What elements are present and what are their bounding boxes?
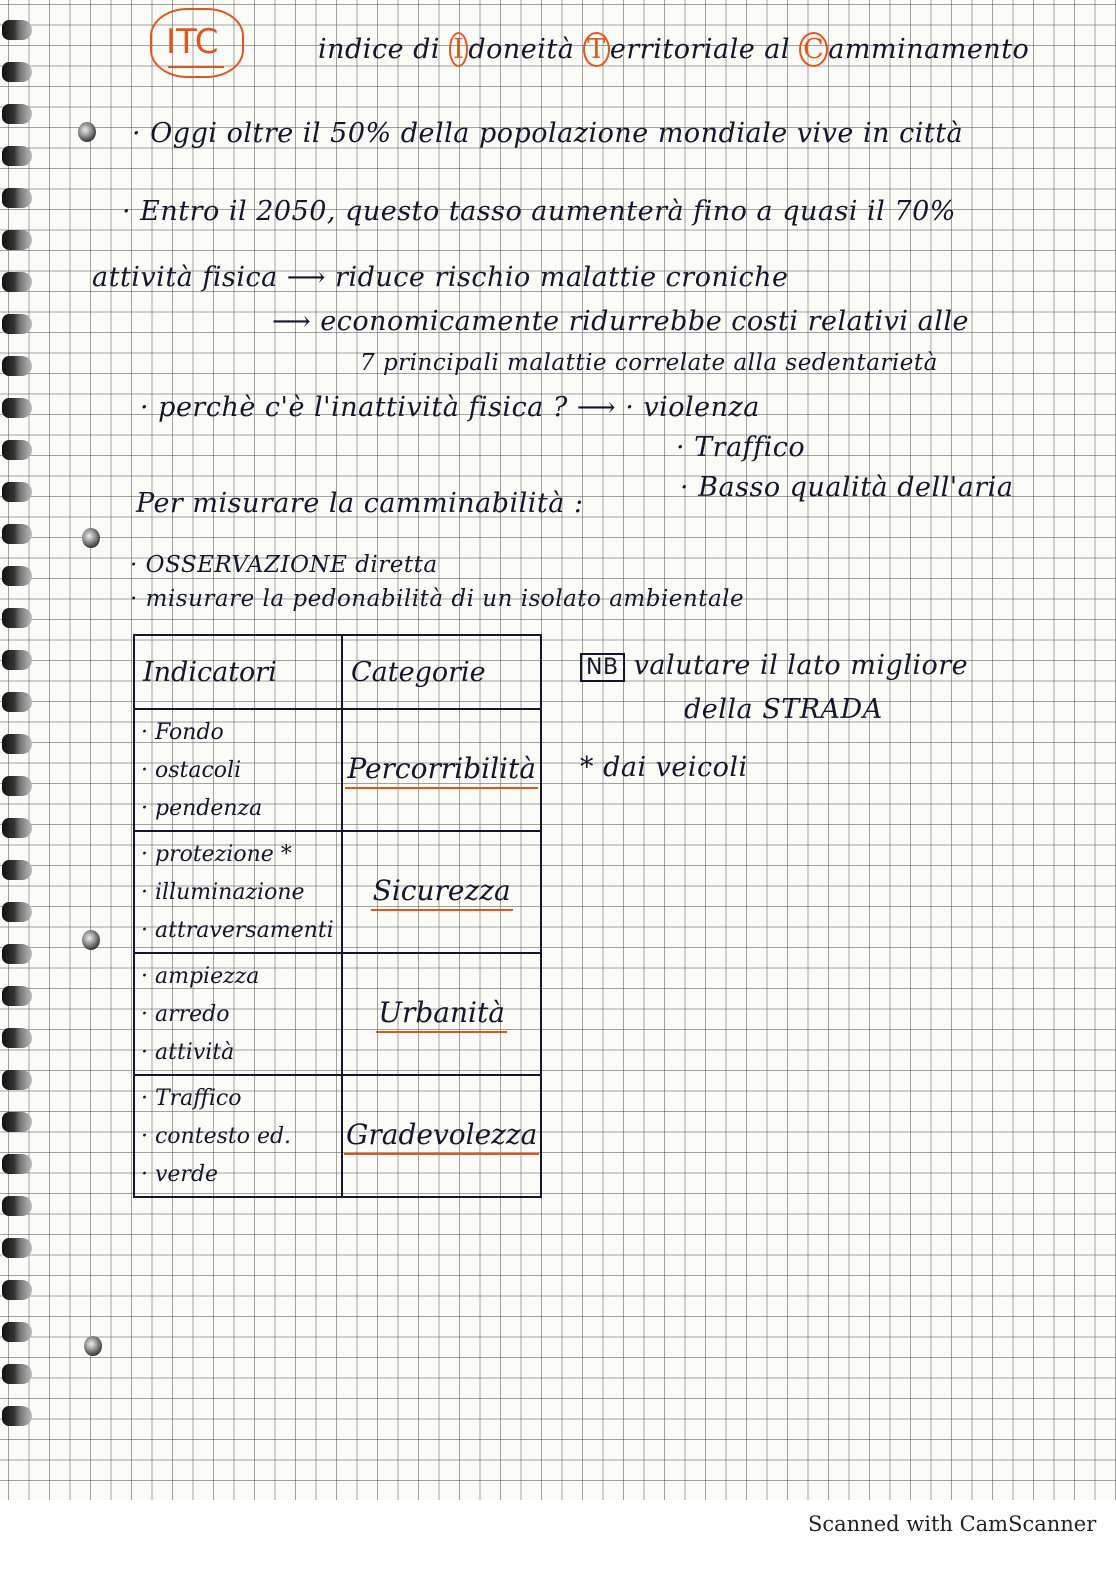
indicator-item: · attraversamenti xyxy=(141,918,334,943)
note-line: · OSSERVAZIONE diretta xyxy=(130,552,438,578)
spiral-ring xyxy=(2,314,32,334)
category-cell xyxy=(342,831,541,953)
indicator-item: · attività xyxy=(141,1040,235,1065)
spiral-ring xyxy=(2,1406,32,1426)
category-label: Urbanità xyxy=(376,996,507,1033)
spiral-ring xyxy=(2,1238,32,1258)
spiral-ring xyxy=(2,1112,32,1132)
spiral-ring xyxy=(2,860,32,880)
spiral-ring xyxy=(2,146,32,166)
spiral-ring xyxy=(2,188,32,208)
nb-badge: NB xyxy=(580,653,625,682)
title-word-2: erritoriale al xyxy=(609,34,791,65)
title-badge-text: ITC xyxy=(166,22,219,62)
spiral-ring xyxy=(2,62,32,82)
punch-hole xyxy=(82,528,100,548)
indicator-item: · Fondo xyxy=(141,720,224,745)
spiral-ring xyxy=(2,524,32,544)
indicator-item: · arredo xyxy=(141,1002,230,1027)
section-heading: Per misurare la camminabilità : xyxy=(136,488,584,519)
category-label: Gradevolezza xyxy=(344,1118,539,1155)
note-line: attività fisica ⟶ riduce rischio malattie croniche xyxy=(92,262,789,293)
indicator-list xyxy=(134,953,342,1075)
note-line: · Traffico xyxy=(676,432,806,463)
punch-hole xyxy=(78,122,96,142)
spiral-ring xyxy=(2,818,32,838)
spiral-ring xyxy=(2,692,32,712)
spiral-ring xyxy=(2,1280,32,1300)
page-title xyxy=(318,34,1029,65)
indicator-item: · Traffico xyxy=(141,1086,242,1111)
indicator-list xyxy=(134,831,342,953)
spiral-ring xyxy=(2,356,32,376)
spiral-ring xyxy=(2,482,32,502)
spiral-ring xyxy=(2,776,32,796)
spiral-ring xyxy=(2,944,32,964)
note-line: 7 principali malattie correlate alla sedentarietà xyxy=(360,350,938,376)
spiral-ring xyxy=(2,398,32,418)
category-cell xyxy=(342,953,541,1075)
title-letter-t: T xyxy=(583,32,610,67)
indicators-table xyxy=(133,634,542,1198)
indicator-list xyxy=(134,709,342,831)
indicator-item: · protezione * xyxy=(141,842,292,867)
footnote: * dai veicoli xyxy=(580,752,748,783)
nb-note xyxy=(580,650,968,681)
spiral-ring xyxy=(2,1028,32,1048)
spiral-ring xyxy=(2,1196,32,1216)
spiral-ring xyxy=(2,902,32,922)
table-row xyxy=(134,831,541,953)
title-word-1: doneità xyxy=(468,34,575,65)
spiral-ring xyxy=(2,608,32,628)
indicator-list xyxy=(134,1075,342,1197)
category-label: Sicurezza xyxy=(371,874,513,911)
spiral-ring xyxy=(2,566,32,586)
note-line: · misurare la pedonabilità di un isolato ambientale xyxy=(130,586,745,612)
title-word-3: amminamento xyxy=(828,34,1030,65)
spiral-ring xyxy=(2,1070,32,1090)
nb-text: valutare il lato migliore xyxy=(633,650,969,681)
title-letter-c: C xyxy=(799,32,828,67)
punch-hole xyxy=(84,1336,102,1356)
table-header-cell: Indicatori xyxy=(134,635,342,709)
spiral-ring xyxy=(2,20,32,40)
spiral-ring xyxy=(2,1154,32,1174)
spiral-ring xyxy=(2,986,32,1006)
note-line: · Oggi oltre il 50% della popolazione mondiale vive in città xyxy=(132,118,964,149)
spiral-ring xyxy=(2,1322,32,1342)
table-row xyxy=(134,953,541,1075)
table-row xyxy=(134,1075,541,1197)
category-cell xyxy=(342,709,541,831)
spiral-ring xyxy=(2,272,32,292)
punch-hole xyxy=(82,930,100,950)
title-badge xyxy=(150,8,244,78)
title-badge-underline xyxy=(168,66,224,68)
spiral-binding xyxy=(0,20,38,1460)
spiral-ring xyxy=(2,650,32,670)
spiral-ring xyxy=(2,230,32,250)
nb-text-continued: della STRADA xyxy=(684,694,883,725)
spiral-ring xyxy=(2,440,32,460)
scanner-footer: Scanned with CamScanner xyxy=(808,1512,1097,1536)
note-line: ⟶ economicamente ridurrebbe costi relativi alle xyxy=(272,306,969,337)
category-label: Percorribilità xyxy=(345,752,538,789)
title-letter-i: I xyxy=(449,32,468,67)
table-header-row xyxy=(134,635,541,709)
spiral-ring xyxy=(2,734,32,754)
spiral-ring xyxy=(2,104,32,124)
category-cell xyxy=(342,1075,541,1197)
indicator-item: · contesto ed. xyxy=(141,1124,292,1149)
indicator-item: · ampiezza xyxy=(141,964,260,989)
note-line: · perchè c'è l'inattività fisica ? ⟶ · violenza xyxy=(140,392,760,423)
indicator-item: · pendenza xyxy=(141,796,263,821)
title-prefix: indice di xyxy=(318,34,441,65)
table-header-cell: Categorie xyxy=(342,635,541,709)
indicator-item: · ostacoli xyxy=(141,758,242,783)
note-line: · Entro il 2050, questo tasso aumenterà fino a quasi il 70% xyxy=(122,196,956,227)
table-row xyxy=(134,709,541,831)
indicator-item: · illuminazione xyxy=(141,880,305,905)
spiral-ring xyxy=(2,1364,32,1384)
indicator-item: · verde xyxy=(141,1162,219,1187)
note-line: · Basso qualità dell'aria xyxy=(680,472,1014,503)
